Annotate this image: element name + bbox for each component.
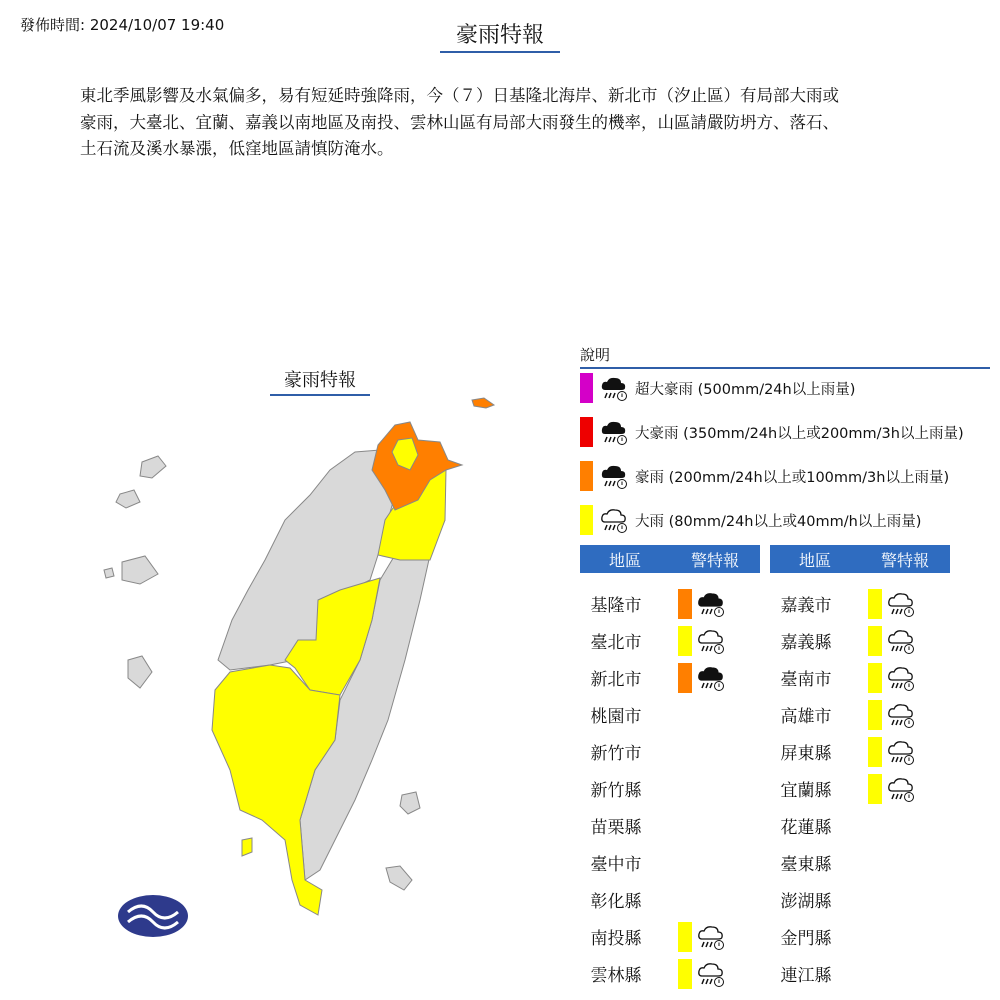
table-row bbox=[770, 659, 916, 696]
page-title: 豪雨特報 bbox=[440, 18, 560, 53]
taiwan-warning-map bbox=[100, 390, 500, 950]
table-row bbox=[770, 881, 842, 918]
map-region-island bbox=[104, 568, 114, 578]
map-region-islet bbox=[472, 398, 494, 408]
table-row bbox=[580, 696, 652, 733]
table-row bbox=[770, 733, 916, 770]
table-row bbox=[580, 733, 652, 770]
table-row bbox=[770, 844, 842, 881]
legend-label: 大雨 (80mm/24h以上或40mm/h以上雨量) bbox=[635, 513, 922, 530]
map-region-island bbox=[386, 866, 412, 890]
warning-level-bar bbox=[868, 663, 882, 693]
heavy-rain-icon bbox=[886, 774, 916, 804]
legend-swatch bbox=[580, 505, 593, 535]
warning-level-bar bbox=[868, 589, 882, 619]
heavy-rain-icon bbox=[696, 959, 726, 989]
column-header-region: 地區 bbox=[798, 550, 831, 570]
column-header-warning: 警特報 bbox=[880, 550, 929, 570]
table-row bbox=[580, 659, 726, 696]
description-line: 豪雨，大臺北、宜蘭、嘉義以南地區及南投、雲林山區有局部大雨發生的機率，山區請嚴防坍方、落石、 bbox=[80, 112, 839, 132]
map-region-island bbox=[242, 838, 252, 856]
heavy-rain-icon bbox=[696, 626, 726, 656]
table-row bbox=[770, 696, 916, 733]
map-region-island bbox=[140, 456, 166, 478]
legend-item-extreme-heavy bbox=[580, 417, 964, 447]
county-name: 新竹縣 bbox=[590, 781, 642, 801]
table-row bbox=[770, 622, 916, 659]
county-name: 臺北市 bbox=[590, 633, 642, 653]
torrential-rain-icon bbox=[599, 461, 629, 491]
county-name: 苗栗縣 bbox=[590, 818, 642, 838]
table-row bbox=[580, 622, 726, 659]
legend-label: 豪雨 (200mm/24h以上或100mm/3h以上雨量) bbox=[635, 469, 950, 486]
county-name: 新北市 bbox=[590, 670, 642, 690]
table-row bbox=[770, 585, 916, 622]
table-row bbox=[770, 955, 842, 992]
county-name: 高雄市 bbox=[780, 707, 832, 727]
county-name: 屏東縣 bbox=[780, 744, 832, 764]
table-row bbox=[580, 770, 652, 807]
table-header-right bbox=[770, 545, 950, 573]
warning-level-bar bbox=[678, 959, 692, 989]
column-header-region: 地區 bbox=[608, 550, 641, 570]
warning-level-bar bbox=[868, 626, 882, 656]
torrential-rain-icon bbox=[696, 589, 726, 619]
warning-level-bar bbox=[868, 700, 882, 730]
warning-level-bar bbox=[868, 774, 882, 804]
county-name: 連江縣 bbox=[780, 966, 832, 986]
table-row bbox=[580, 807, 652, 844]
map-region-island bbox=[128, 656, 152, 688]
heavy-rain-icon bbox=[886, 700, 916, 730]
warning-level-bar bbox=[678, 922, 692, 952]
heavy-rain-icon bbox=[886, 589, 916, 619]
county-name: 臺東縣 bbox=[780, 855, 832, 875]
heavy-rain-icon bbox=[886, 737, 916, 767]
cwa-logo-icon bbox=[118, 895, 188, 937]
legend-label: 超大豪雨 (500mm/24h以上雨量) bbox=[635, 381, 856, 398]
legend-swatch bbox=[580, 373, 593, 403]
county-name: 雲林縣 bbox=[590, 966, 642, 986]
county-name: 宜蘭縣 bbox=[780, 781, 832, 801]
torrential-rain-icon bbox=[599, 373, 629, 403]
description-line: 東北季風影響及水氣偏多，易有短延時強降雨，今（７）日基隆北海岸、新北市（汐止區）有局部大雨或 bbox=[80, 86, 839, 105]
description-line: 土石流及溪水暴漲，低窪地區請慎防淹水。 bbox=[80, 139, 394, 158]
county-name: 新竹市 bbox=[590, 744, 642, 764]
map-region-island bbox=[116, 490, 140, 508]
table-row bbox=[580, 844, 652, 881]
county-name: 花蓮縣 bbox=[780, 818, 832, 838]
map-region-island bbox=[400, 792, 420, 814]
map-region-island bbox=[122, 556, 158, 584]
county-name: 彰化縣 bbox=[590, 892, 642, 912]
county-name: 嘉義縣 bbox=[780, 633, 832, 653]
table-row bbox=[580, 585, 726, 622]
legend-item-heavy bbox=[580, 505, 921, 535]
county-name: 臺南市 bbox=[780, 670, 832, 690]
warning-level-bar bbox=[678, 589, 692, 619]
county-name: 澎湖縣 bbox=[780, 892, 832, 912]
heavy-rain-icon bbox=[599, 505, 629, 535]
table-row bbox=[580, 955, 726, 992]
county-name: 南投縣 bbox=[590, 929, 642, 949]
warning-level-bar bbox=[868, 737, 882, 767]
legend-item-super-heavy bbox=[580, 373, 855, 403]
warning-level-bar bbox=[678, 626, 692, 656]
map-title: 豪雨特報 bbox=[270, 366, 370, 396]
county-name: 嘉義市 bbox=[780, 596, 832, 616]
table-row bbox=[770, 807, 842, 844]
legend-label: 大豪雨 (350mm/24h以上或200mm/3h以上雨量) bbox=[635, 425, 964, 442]
heavy-rain-icon bbox=[696, 922, 726, 952]
county-name: 臺中市 bbox=[590, 855, 642, 875]
warning-description bbox=[80, 83, 920, 163]
table-header-left bbox=[580, 545, 760, 573]
torrential-rain-icon bbox=[696, 663, 726, 693]
county-name: 基隆市 bbox=[590, 596, 642, 616]
heavy-rain-icon bbox=[886, 663, 916, 693]
table-row bbox=[770, 918, 842, 955]
issue-time: 發佈時間: 2024/10/07 19:40 bbox=[20, 16, 225, 34]
county-name: 桃園市 bbox=[590, 707, 642, 727]
legend-heading: 說明 bbox=[580, 344, 990, 369]
warning-level-bar bbox=[678, 663, 692, 693]
table-row bbox=[580, 918, 726, 955]
legend-swatch bbox=[580, 417, 593, 447]
legend-item-torrential bbox=[580, 461, 949, 491]
heavy-rain-icon bbox=[886, 626, 916, 656]
torrential-rain-icon bbox=[599, 417, 629, 447]
legend-swatch bbox=[580, 461, 593, 491]
county-name: 金門縣 bbox=[780, 929, 832, 949]
column-header-warning: 警特報 bbox=[690, 550, 739, 570]
table-row bbox=[770, 770, 916, 807]
table-row bbox=[580, 881, 652, 918]
